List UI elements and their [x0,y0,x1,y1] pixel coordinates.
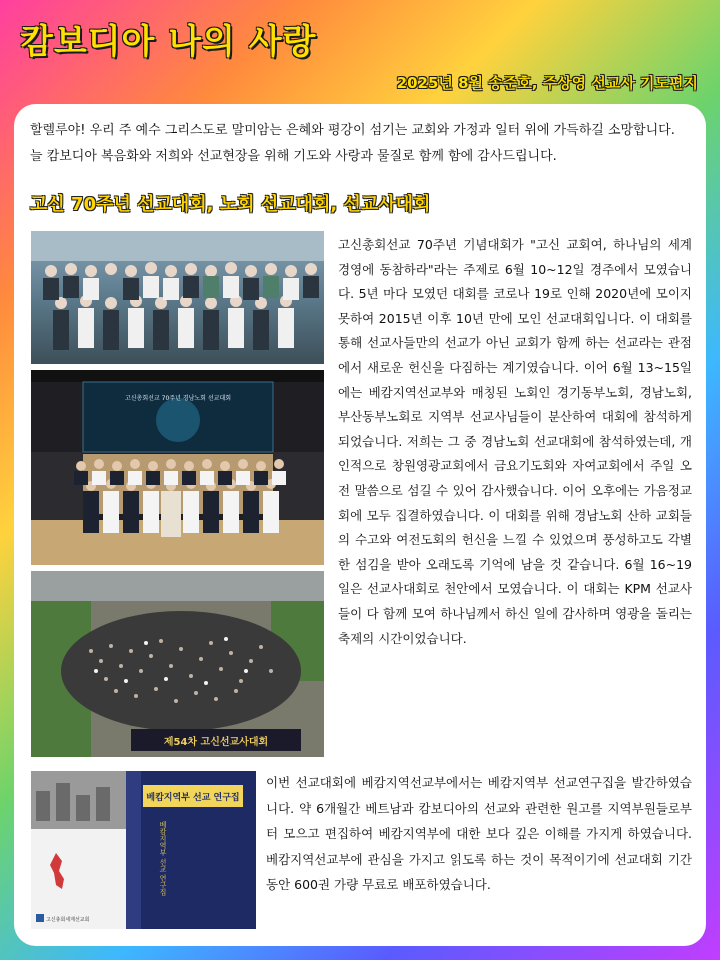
section-heading: 고신 70주년 선교대회, 노회 선교대회, 선교사대회 [30,194,431,215]
newsletter-title: 캄보디아 나의 사랑 [20,22,317,62]
newsletter-subtitle: 2025년 8월 송준호, 주상영 선교사 기도편지 [396,74,698,92]
book-cover-photo [31,771,256,929]
research-book-paragraph: 이번 선교대회에 베캄지역선교부에서는 베캄지역부 선교연구집을 발간하였습니다. 약 6개월간 베트남과 캄보디아의 선교와 관련한 원고를 지역부원들로부터 모으고 편집하여 베캄지역부에 대한 보다 깊은 이해를 가지게 하였습니다. 베캄지역선교부에 관심을 가지고 읽도록 하는 것이 목적이기에 선교대회 기간동안 600권 가량 무료로 배포하였습니다. [266,775,692,892]
group-photo-outdoor [31,231,324,364]
aerial-crowd-photo [31,571,324,757]
stage-banner-title: 고신총회선교 70주년 경남노회 선교대회 [124,395,232,402]
intro-paragraph: 할렐루야! 우리 주 예수 그리스도로 말미암는 은혜와 평강이 섬기는 교회와 가정과 일터 위에 가득하길 소망합니다. 늘 캄보디아 복음화와 저희와 선교현장을 위해 기도와 사랑과 물질로 함께 함에 감사드립니다. [30,123,675,164]
convention-paragraph: 고신총회선교 70주년 기념대회가 "고신 교회여, 하나님의 세계 경영에 동참하라"라는 주제로 6월 10~12일 경주에서 모였습니다. 5년 마다 모였던 대회를 코로나 19로 인해 2020년에 모이지 못하여 2015년 이후 10년 만에 모인 선교대회입니다. 이 대회를 통해 선교사들만의 선교가 아닌 교회가 함께 하는 선교라는 관점에서 새로운 헌신을 다짐하는 계기였습니다. 이어 6월 13~15일에는 베캄지역선교부와 매칭된 노회인 경기동부노회, 경남노회, 부산동부노회로 지역부 선교사님들이 분산하여 대회에 참석하게 되었습니다. 저희는 그 중 경남노회 선교대회에 참석하였는데, 개인적으로 창원영광교회에서 금요기도회와 자여교회에서 주일 오전 말씀으로 섬길 수 있어 감사했습니다. 이어 오후에는 가음정교회에 모두 집결하였습니다. 이 대회를 위해 경남노회 산하 교회들의 수고와 여전도회의 헌신을 느낄 수 있었으며 풍성하고도 각별한 섬김을 받아 오래도록 기억에 남을 것 같습니다. 6월 16~19일은 선교사대회로 천안에서 모였습니다. 이 대회는 KPM 선교사들이 다 함께 모여 하나님께서 하신 일에 감사하며 영광을 돌리는 축제의 시간이었습니다. [338,237,692,646]
book-spine-text: 베캄지역부 선교 연구집 [159,821,167,896]
assembly-banner: 제54차 고신선교사대회 [163,737,269,748]
masthead [0,0,720,100]
book-title: 베캄지역부 선교 연구집 [146,793,240,803]
book-logo: 고신총회세계선교회 [46,917,90,923]
group-photo-stage [31,370,324,565]
